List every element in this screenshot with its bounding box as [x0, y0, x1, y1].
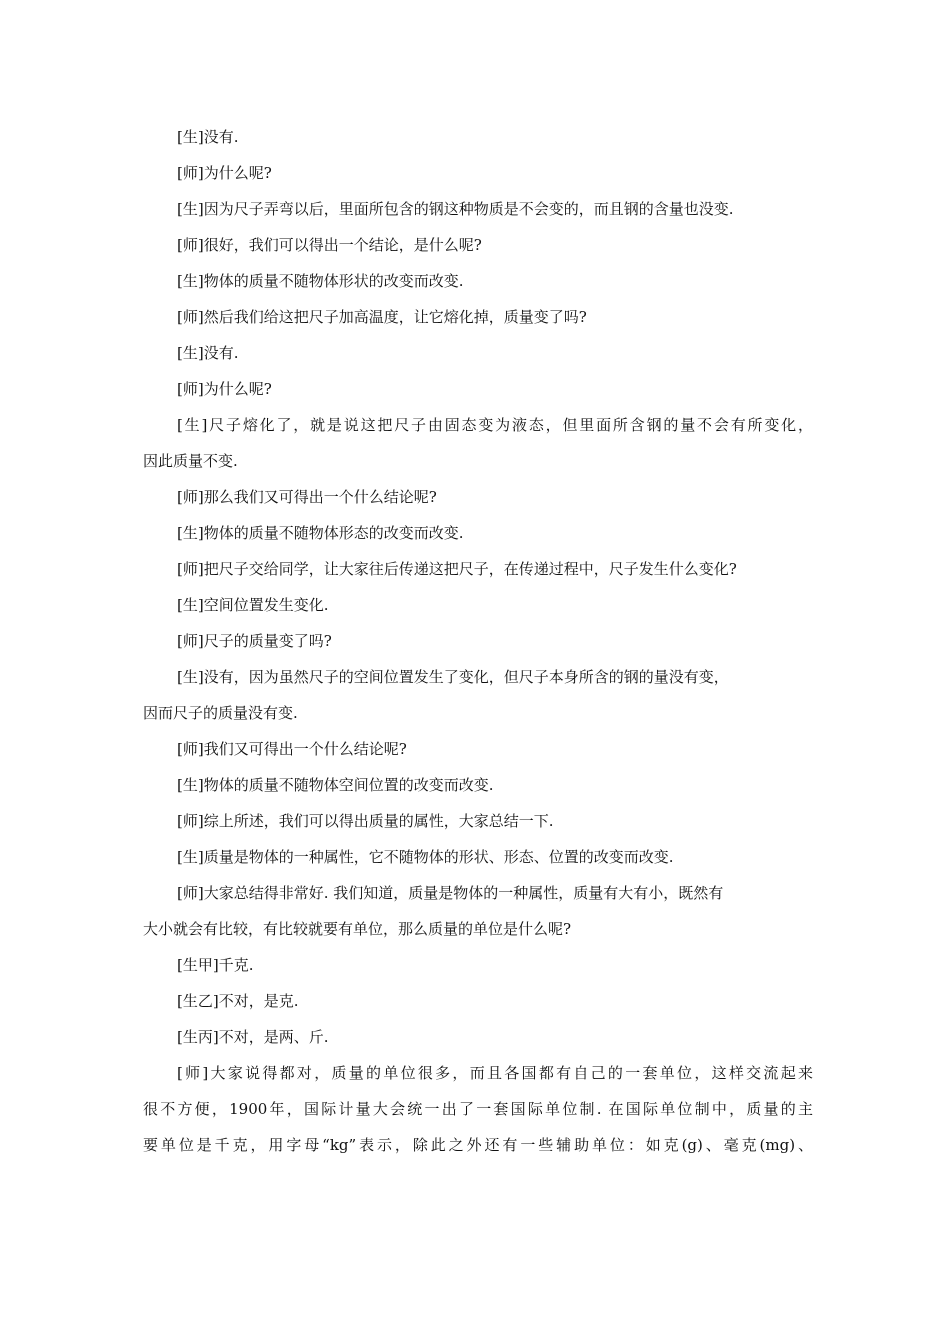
paragraph	[143, 263, 813, 299]
text-line: [生乙]不对，是克.	[177, 992, 299, 1010]
text-line: [师]为什么呢?	[177, 164, 272, 182]
paragraph	[143, 983, 813, 1019]
paragraph	[143, 875, 813, 947]
paragraph	[143, 407, 813, 479]
text-line: [生]空间位置发生变化.	[177, 596, 329, 614]
paragraph	[143, 1019, 813, 1055]
text-line: [生]因为尺子弄弯以后，里面所包含的钢这种物质是不会变的，而且钢的含量也没变.	[177, 200, 734, 218]
text-line: [师]然后我们给这把尺子加高温度，让它熔化掉，质量变了吗?	[177, 308, 587, 326]
paragraph	[143, 947, 813, 983]
text-line: [师]综上所述，我们可以得出质量的属性，大家总结一下.	[177, 812, 554, 830]
paragraph	[143, 515, 813, 551]
text-line: [生甲]千克.	[177, 956, 254, 974]
text-line: [师]把尺子交给同学，让大家往后传递这把尺子，在传递过程中，尺子发生什么变化?	[177, 560, 737, 578]
text-line: [师]大家总结得非常好. 我们知道，质量是物体的一种属性，质量有大有小，既然有	[177, 884, 724, 902]
text-line: [师]我们又可得出一个什么结论呢?	[177, 740, 407, 758]
paragraph	[143, 731, 813, 767]
text-line: [师]尺子的质量变了吗?	[177, 632, 332, 650]
text-line: [生]质量是物体的一种属性，它不随物体的形状、形态、位置的改变而改变.	[177, 848, 674, 866]
paragraph	[143, 227, 813, 263]
paragraph	[143, 767, 813, 803]
paragraph	[143, 479, 813, 515]
paragraph	[143, 551, 813, 587]
paragraph	[143, 659, 813, 731]
text-line: 因而尺子的质量没有变.	[143, 704, 298, 722]
paragraph	[143, 803, 813, 839]
text-line: 要单位是千克，用字母“kg”表示，除此之外还有一些辅助单位：如克(g)、毫克(mg)、	[143, 1136, 813, 1154]
text-line: [生]物体的质量不随物体形状的改变而改变.	[177, 272, 464, 290]
paragraph	[143, 839, 813, 875]
text-line: [生]没有.	[177, 344, 239, 362]
text-line: [生]物体的质量不随物体空间位置的改变而改变.	[177, 776, 494, 794]
paragraph	[143, 335, 813, 371]
text-line: 很不方便，1900年，国际计量大会统一出了一套国际单位制. 在国际单位制中，质量的主	[143, 1100, 813, 1118]
paragraph	[143, 119, 813, 155]
text-line: [生]物体的质量不随物体形态的改变而改变.	[177, 524, 464, 542]
text-line: 因此质量不变.	[143, 452, 238, 470]
text-line: [师]那么我们又可得出一个什么结论呢?	[177, 488, 437, 506]
paragraph	[143, 155, 813, 191]
paragraph	[143, 623, 813, 659]
text-line: [师]为什么呢?	[177, 380, 272, 398]
text-line: 大小就会有比较，有比较就要有单位，那么质量的单位是什么呢?	[143, 920, 572, 938]
paragraph	[143, 191, 813, 227]
text-line: [师]很好，我们可以得出一个结论，是什么呢?	[177, 236, 482, 254]
paragraph	[143, 299, 813, 335]
text-line: [师]大家说得都对，质量的单位很多，而且各国都有自己的一套单位，这样交流起来	[177, 1064, 813, 1082]
text-line: [生]尺子熔化了，就是说这把尺子由固态变为液态，但里面所含钢的量不会有所变化，	[177, 416, 813, 434]
paragraph	[143, 587, 813, 623]
text-line: [生]没有.	[177, 128, 239, 146]
text-line: [生]没有，因为虽然尺子的空间位置发生了变化，但尺子本身所含的钢的量没有变，	[177, 668, 729, 686]
paragraph	[143, 371, 813, 407]
text-line: [生丙]不对，是两、斤.	[177, 1028, 329, 1046]
paragraph	[143, 1055, 813, 1163]
